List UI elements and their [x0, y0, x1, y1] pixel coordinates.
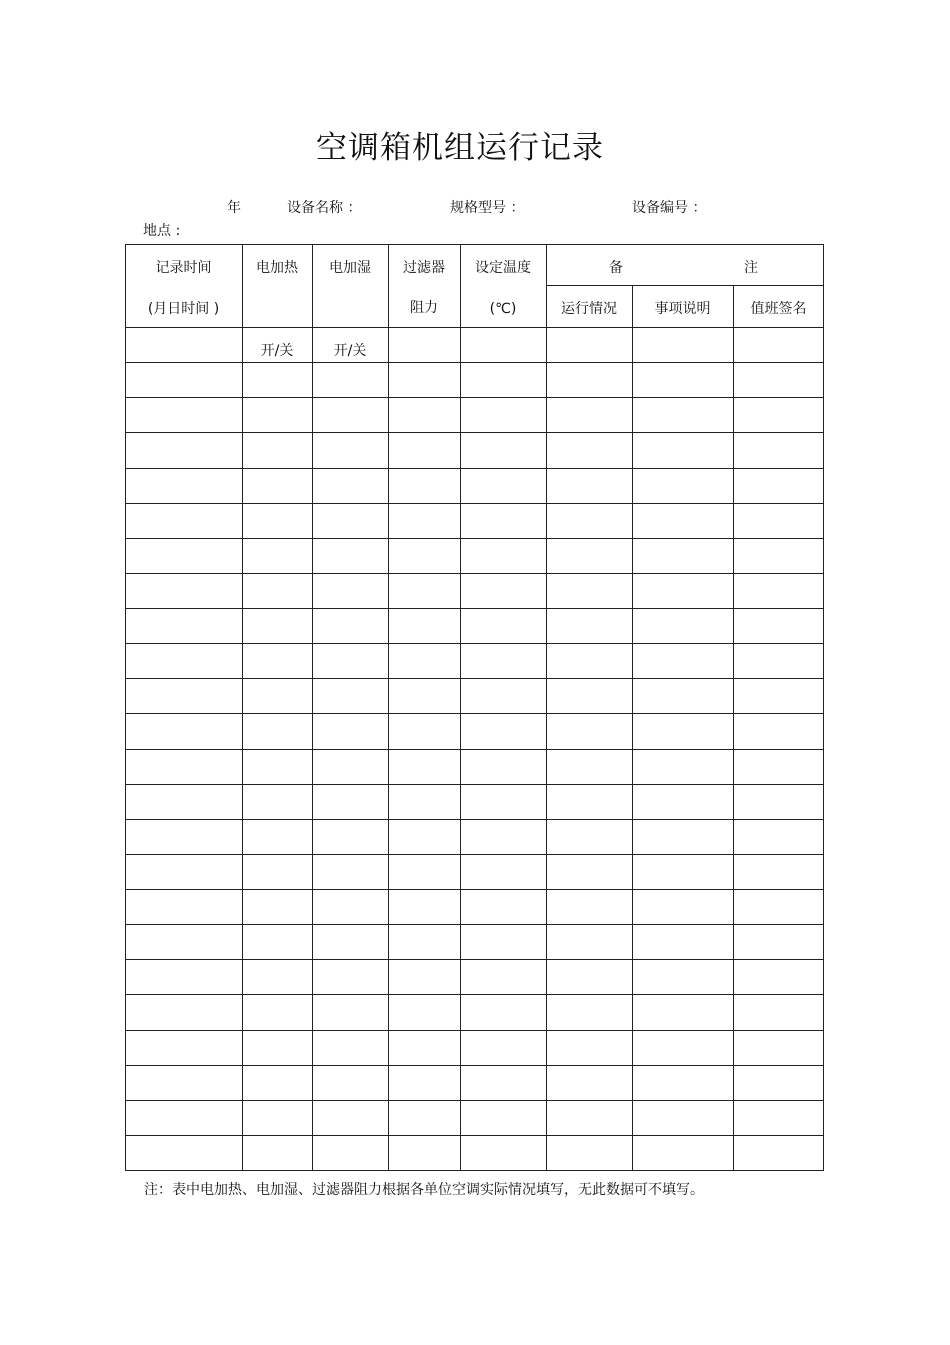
row-divider — [125, 643, 824, 644]
header-filter-resistance: 阻力 — [410, 300, 438, 316]
header-filter: 过滤器 — [403, 260, 445, 276]
header-remarks-right: 注 — [744, 260, 758, 276]
year-label: 年 — [227, 200, 241, 216]
device-number-label: 设备编号 ： — [632, 200, 707, 216]
row-divider — [125, 397, 824, 398]
table-border — [823, 244, 824, 1171]
row-divider — [125, 889, 824, 890]
header-duty-signature: 值班签名 — [750, 301, 807, 317]
electric-humidifying-on-off: 开/关 — [333, 343, 367, 359]
footnote: 注：表中电加热、电加湿、过滤器阻力根据各单位空调实际情况填写，无此数据可不填写。 — [144, 1182, 704, 1198]
row-divider — [125, 994, 824, 995]
record-table — [125, 244, 824, 1171]
row-divider — [125, 819, 824, 820]
location-label: 地点 : — [143, 223, 181, 239]
column-divider — [460, 244, 461, 1171]
row-divider — [125, 362, 824, 363]
row-divider — [125, 1030, 824, 1031]
table-border — [125, 1170, 824, 1171]
column-divider — [733, 285, 734, 1171]
header-record-time: 记录时间 — [155, 260, 212, 276]
form-title: 空调箱机组运行记录 — [316, 130, 604, 166]
row-divider — [125, 538, 824, 539]
row-divider — [125, 1065, 824, 1066]
row-divider — [125, 468, 824, 469]
row-divider — [125, 713, 824, 714]
row-divider — [125, 924, 824, 925]
row-divider — [125, 432, 824, 433]
row-divider — [125, 503, 824, 504]
row-divider — [125, 959, 824, 960]
row-divider — [125, 608, 824, 609]
header-run-status: 运行情况 — [561, 301, 617, 317]
table-border — [125, 244, 824, 245]
row-divider — [125, 854, 824, 855]
table-border — [125, 244, 126, 1171]
column-divider — [388, 244, 389, 1171]
row-divider — [125, 573, 824, 574]
column-divider — [242, 244, 243, 1171]
row-divider — [125, 678, 824, 679]
row-divider — [125, 1100, 824, 1101]
column-divider — [632, 285, 633, 1171]
electric-heating-on-off: 开/关 — [260, 343, 294, 359]
header-set-temperature: 设定温度 — [475, 260, 531, 276]
header-divider — [125, 327, 824, 328]
row-divider — [125, 784, 824, 785]
device-name-label: 设备名称 ： — [287, 200, 362, 216]
header-remarks-left: 备 — [609, 260, 623, 276]
header-electric-heating: 电加热 — [256, 260, 298, 276]
header-item-description: 事项说明 — [654, 301, 711, 317]
column-divider — [312, 244, 313, 1171]
header-record-time-unit: (月日时间 ) — [147, 301, 220, 317]
column-divider — [546, 244, 547, 1171]
header-electric-humidifying: 电加湿 — [329, 260, 371, 276]
header-divider — [546, 285, 824, 286]
row-divider — [125, 749, 824, 750]
row-divider — [125, 1135, 824, 1136]
spec-model-label: 规格型号 ： — [450, 200, 525, 216]
header-set-temperature-unit: (℃) — [489, 301, 517, 317]
